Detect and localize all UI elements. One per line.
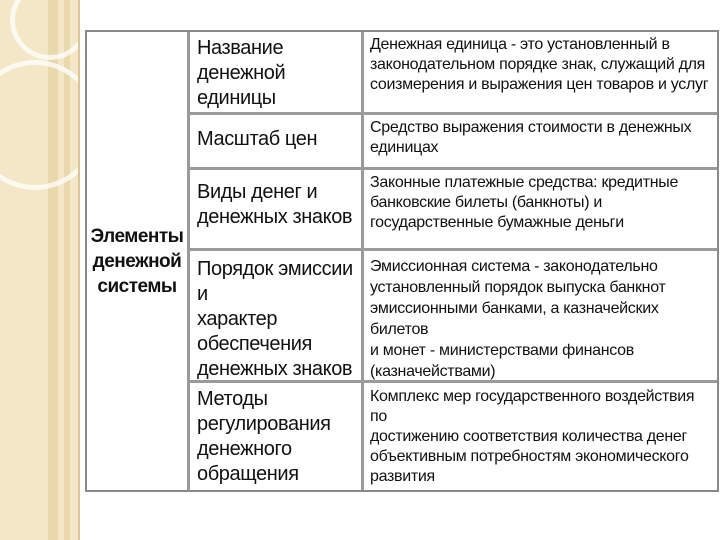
elements-column xyxy=(87,32,190,490)
row-definition-cell: Комплекс мер государственного воздействия по достижению соответствия количества денег объективным потребностям экономического развития xyxy=(370,388,695,485)
row-definition-cell: Средство выражения стоимости в денежных единицах xyxy=(370,119,692,156)
row-definition-cell: Эмиссионная система - законодательно установленный порядок выпуска банкнот эмиссионными банками, а казначейских билетов и монет - министерствами финансов (казначействами) xyxy=(370,258,666,380)
row-name-cell: Методы регулирования денежного обращения xyxy=(190,383,364,490)
table-row xyxy=(190,115,717,170)
table-row xyxy=(190,170,717,251)
table-rows xyxy=(190,32,717,490)
decorative-side-band xyxy=(0,0,78,540)
table-row xyxy=(190,32,717,115)
row-name-cell: Масштаб цен xyxy=(190,115,364,167)
row-name-cell: Виды денег и денежных знаков xyxy=(190,170,364,248)
row-name-cell: Название денежной единицы xyxy=(190,32,364,112)
elements-label: Элементы денежной системы xyxy=(90,225,184,297)
row-definition-cell: Законные платежные средства: кредитные банковские билеты (банкноты) и государственные бумажные деньги xyxy=(370,174,679,231)
table-row xyxy=(190,251,717,383)
row-definition-cell: Денежная единица - это установленный в законодательном порядке знак, служащий для соизмерения и выражения цен товаров и услуг xyxy=(370,36,709,93)
money-system-table xyxy=(85,30,719,492)
decorative-divider xyxy=(78,0,80,540)
table-row xyxy=(190,383,717,490)
row-name-cell: Порядок эмиссии и характер обеспечения денежных знаков xyxy=(190,251,364,380)
